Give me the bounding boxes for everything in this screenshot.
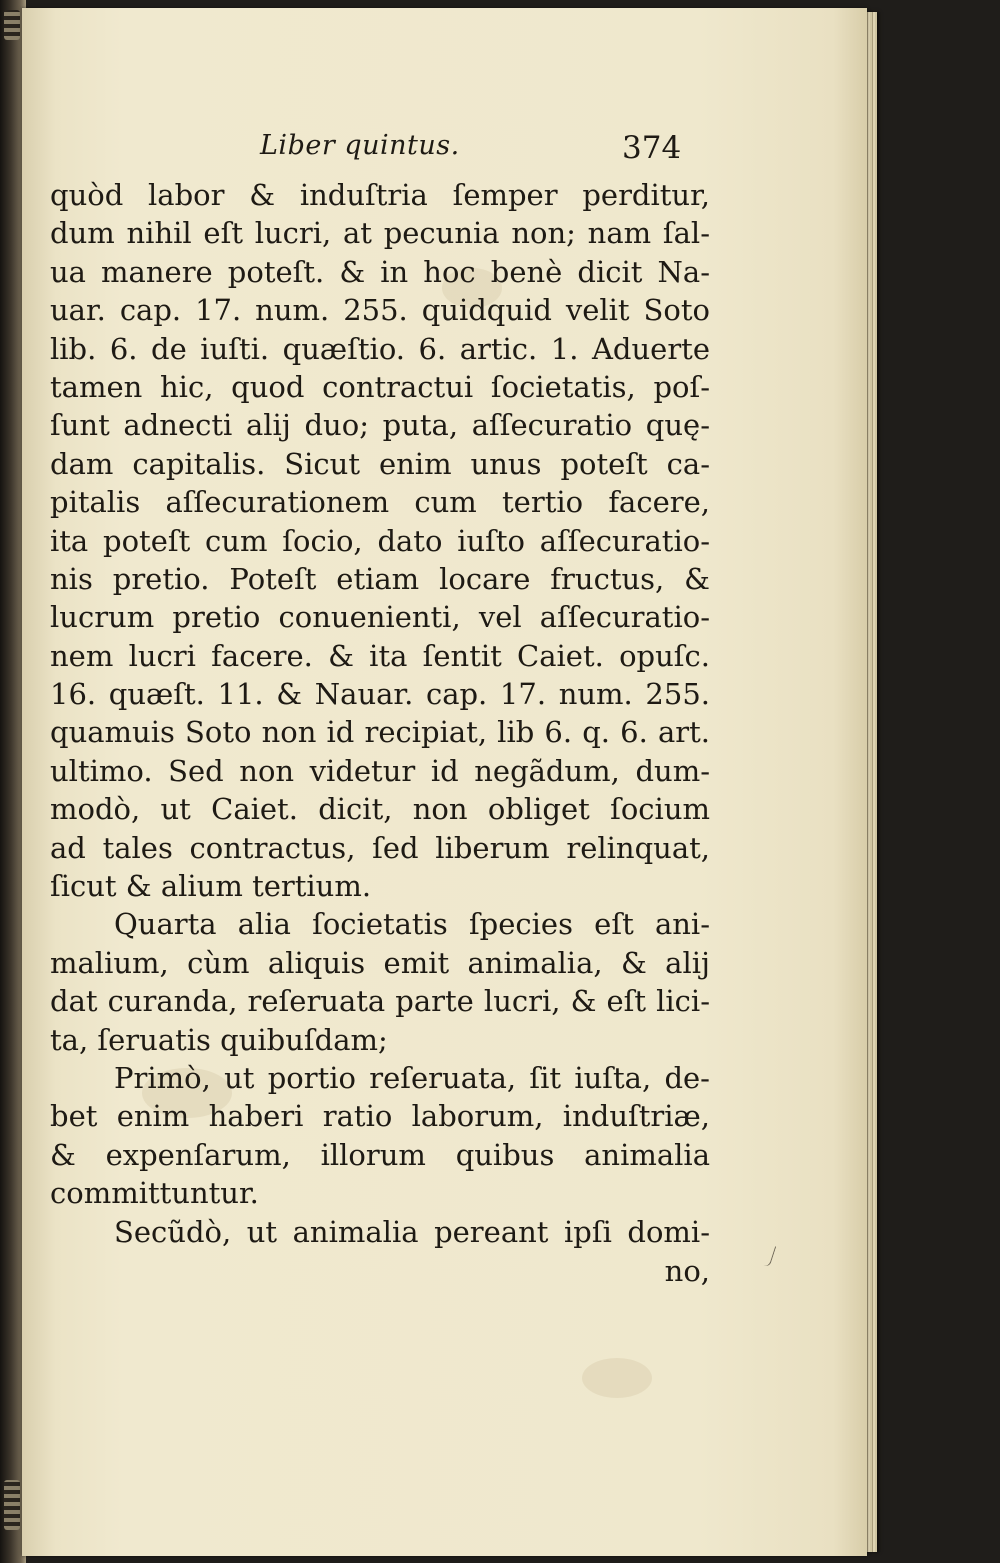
text-line: nis pretio. Poteſt etiam locare fructus, & bbox=[50, 561, 710, 596]
text-line: pitalis aſſecurationem cum tertio facere, bbox=[50, 485, 710, 520]
text-line: & expenſarum, illorum quibus animalia bbox=[50, 1137, 710, 1172]
text-line: malium, cùm aliquis emit animalia, & alij bbox=[50, 945, 710, 980]
text-line: dam capitalis. Sicut enim unus poteſt ca- bbox=[50, 446, 710, 481]
text-line: ultimo. Sed non videtur id negãdum, dum- bbox=[50, 753, 710, 788]
text-line: 16. quæſt. 11. & Nauar. cap. 17. num. 255. bbox=[50, 677, 710, 712]
text-line: ſicut & alium tertium. bbox=[50, 869, 372, 904]
text-line: dat curanda, reſeruata parte lucri, & eſt lici- bbox=[50, 984, 710, 1019]
text-line: ad tales contractus, ſed liberum relinquat, bbox=[50, 830, 710, 865]
text-line: quòd labor & induſtria ſemper perditur, bbox=[50, 178, 710, 212]
running-head: Liber quintus. bbox=[260, 130, 460, 161]
foxing-stain bbox=[582, 1358, 652, 1398]
text-line: tamen hic, quod contractui ſocietatis, poſ- bbox=[50, 369, 710, 404]
text-line: nem lucri facere. & ita ſentit Caiet. opuſc. bbox=[50, 638, 710, 673]
text-line: ita poteſt cum ſocio, dato iuſto aſſecuratio- bbox=[50, 523, 710, 558]
spine-stitching-bottom bbox=[4, 1480, 20, 1530]
spine-stitching-top bbox=[4, 10, 20, 40]
catchword: no, bbox=[664, 1253, 710, 1288]
text-line-paragraph-start: Secũdò, ut animalia pereant ipſi domi- bbox=[114, 1214, 710, 1249]
text-line: ta, ſeruatis quibuſdam; bbox=[50, 1022, 388, 1057]
text-line: ſunt adnecti alij duo; puta, aſſecuratio quę- bbox=[50, 408, 710, 443]
text-line: committuntur. bbox=[50, 1176, 259, 1211]
text-line: dum nihil eſt lucri, at pecunia non; nam ſal- bbox=[50, 216, 710, 251]
page-number: 374 bbox=[622, 130, 682, 166]
text-line-paragraph-start: Primò, ut portio reſeruata, ſit iuſta, de- bbox=[114, 1060, 710, 1095]
text-line: lib. 6. de iuſti. quæſtio. 6. artic. 1. Aduerte bbox=[50, 331, 710, 366]
text-line: lucrum pretio conuenienti, vel aſſecuratio- bbox=[50, 600, 710, 635]
text-line-paragraph-start: Quarta alia ſocietatis ſpecies eſt ani- bbox=[114, 907, 710, 942]
text-line: modò, ut Caiet. dicit, non obliget ſocium bbox=[50, 792, 710, 827]
page-text-block bbox=[50, 130, 710, 1291]
text-line: ua manere poteſt. & in hoc benè dicit Na- bbox=[50, 254, 710, 289]
text-line: quamuis Soto non id recipiat, lib 6. q. 6. art. bbox=[50, 715, 710, 750]
page-header bbox=[50, 130, 710, 176]
text-line: uar. cap. 17. num. 255. quidquid velit Soto bbox=[50, 293, 710, 328]
text-line: bet enim haberi ratio laborum, induſtriæ, bbox=[50, 1099, 710, 1134]
